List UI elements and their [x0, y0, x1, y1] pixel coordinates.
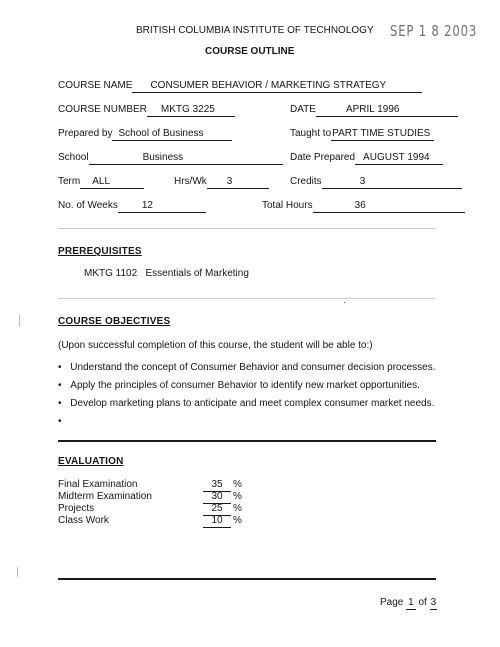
prepared-by-value: School of Business: [112, 128, 232, 141]
evaluation-label: Final Examination: [58, 479, 138, 490]
weeks-value: 12: [118, 200, 206, 213]
credits-label: Credits: [290, 176, 322, 187]
page-total: 3: [430, 597, 437, 608]
prepared-by-label: Prepared by: [58, 128, 113, 139]
school-row: [58, 152, 283, 165]
percent-sign: %: [233, 491, 242, 502]
objectives-intro: (Upon successful completion of this course, the student will be able to:): [58, 340, 373, 351]
evaluation-label: Class Work: [58, 515, 109, 526]
date-prepared-value: AUGUST 1994: [355, 152, 443, 165]
percent-sign: %: [233, 479, 242, 490]
hrs-wk-row: [174, 176, 269, 189]
school-value: Business: [89, 152, 283, 165]
weeks-label: No. of Weeks: [58, 200, 118, 211]
evaluation-value: 30: [203, 491, 231, 504]
taught-to-value: PART TIME STUDIES: [331, 128, 434, 141]
total-hours-row: [262, 200, 465, 213]
course-name-value: CONSUMER BEHAVIOR / MARKETING STRATEGY: [132, 80, 422, 93]
scan-mark: [19, 315, 20, 327]
divider: [58, 228, 436, 229]
objective-item: [58, 362, 436, 374]
term-row: [58, 176, 144, 189]
date-row: [290, 104, 458, 117]
bullet-icon: •: [58, 380, 62, 391]
divider: [58, 440, 436, 442]
course-number-row: [58, 104, 235, 117]
evaluation-value: 35: [203, 479, 231, 492]
objective-item: [58, 398, 434, 410]
course-number-value: MKTG 3225: [147, 104, 235, 117]
school-label: School: [58, 152, 89, 163]
bullet-icon: •: [58, 416, 62, 427]
hrs-wk-value: 3: [207, 176, 269, 189]
course-name-row: [58, 80, 422, 93]
bullet-icon: •: [58, 362, 62, 373]
evaluation-heading: EVALUATION: [58, 456, 124, 467]
page-indicator: [380, 597, 437, 610]
date-value: APRIL 1996: [316, 104, 458, 117]
page-current: 1: [408, 597, 414, 608]
total-hours-value: 36: [313, 200, 465, 213]
prerequisite-item: MKTG 1102 Essentials of Marketing: [84, 268, 249, 279]
evaluation-label: Projects: [58, 503, 95, 514]
prerequisites-heading: PREREQUISITES: [58, 246, 142, 257]
objective-text: Develop marketing plans to anticipate and meet complex consumer market needs.: [70, 398, 435, 409]
evaluation-row: [58, 515, 242, 528]
credits-value: 3: [322, 176, 462, 189]
objective-text: Apply the principles of consumer Behavior to identify new market opportunities.: [70, 380, 420, 391]
course-name-label: COURSE NAME: [58, 80, 133, 91]
evaluation-value: 10: [203, 515, 231, 528]
bullet-icon: •: [58, 398, 62, 409]
scan-mark: [17, 567, 18, 577]
percent-sign: %: [233, 515, 242, 526]
divider: [58, 298, 436, 299]
credits-row: [290, 176, 462, 189]
weeks-row: [58, 200, 206, 213]
taught-to-label: Taught to: [290, 128, 332, 139]
scan-speck: [344, 302, 345, 303]
objectives-heading: COURSE OBJECTIVES: [58, 316, 171, 327]
term-label: Term: [58, 176, 81, 187]
term-value: ALL: [80, 176, 144, 189]
evaluation-value: 25: [203, 503, 231, 516]
total-hours-label: Total Hours: [262, 200, 313, 211]
percent-sign: %: [233, 503, 242, 514]
course-number-label: COURSE NUMBER: [58, 104, 147, 115]
date-prepared-row: [290, 152, 443, 165]
date-label: DATE: [290, 104, 316, 115]
hrs-wk-label: Hrs/Wk: [174, 176, 207, 187]
received-date-stamp: SEP 1 8 2003: [390, 22, 478, 40]
divider: [58, 578, 436, 580]
evaluation-label: Midterm Examination: [58, 491, 152, 502]
taught-to-row: [290, 128, 434, 141]
objective-text: Understand the concept of Consumer Behavior and consumer decision processes.: [70, 362, 436, 373]
objective-item: [58, 380, 420, 392]
objective-empty-bullet: [58, 416, 62, 428]
prepared-by-row: [58, 128, 232, 141]
date-prepared-label: Date Prepared: [290, 152, 356, 163]
page-label: Page: [380, 597, 404, 608]
page-title: COURSE OUTLINE: [205, 46, 295, 57]
of-label: of: [418, 597, 427, 608]
institution-name: BRITISH COLUMBIA INSTITUTE OF TECHNOLOGY: [136, 25, 374, 36]
